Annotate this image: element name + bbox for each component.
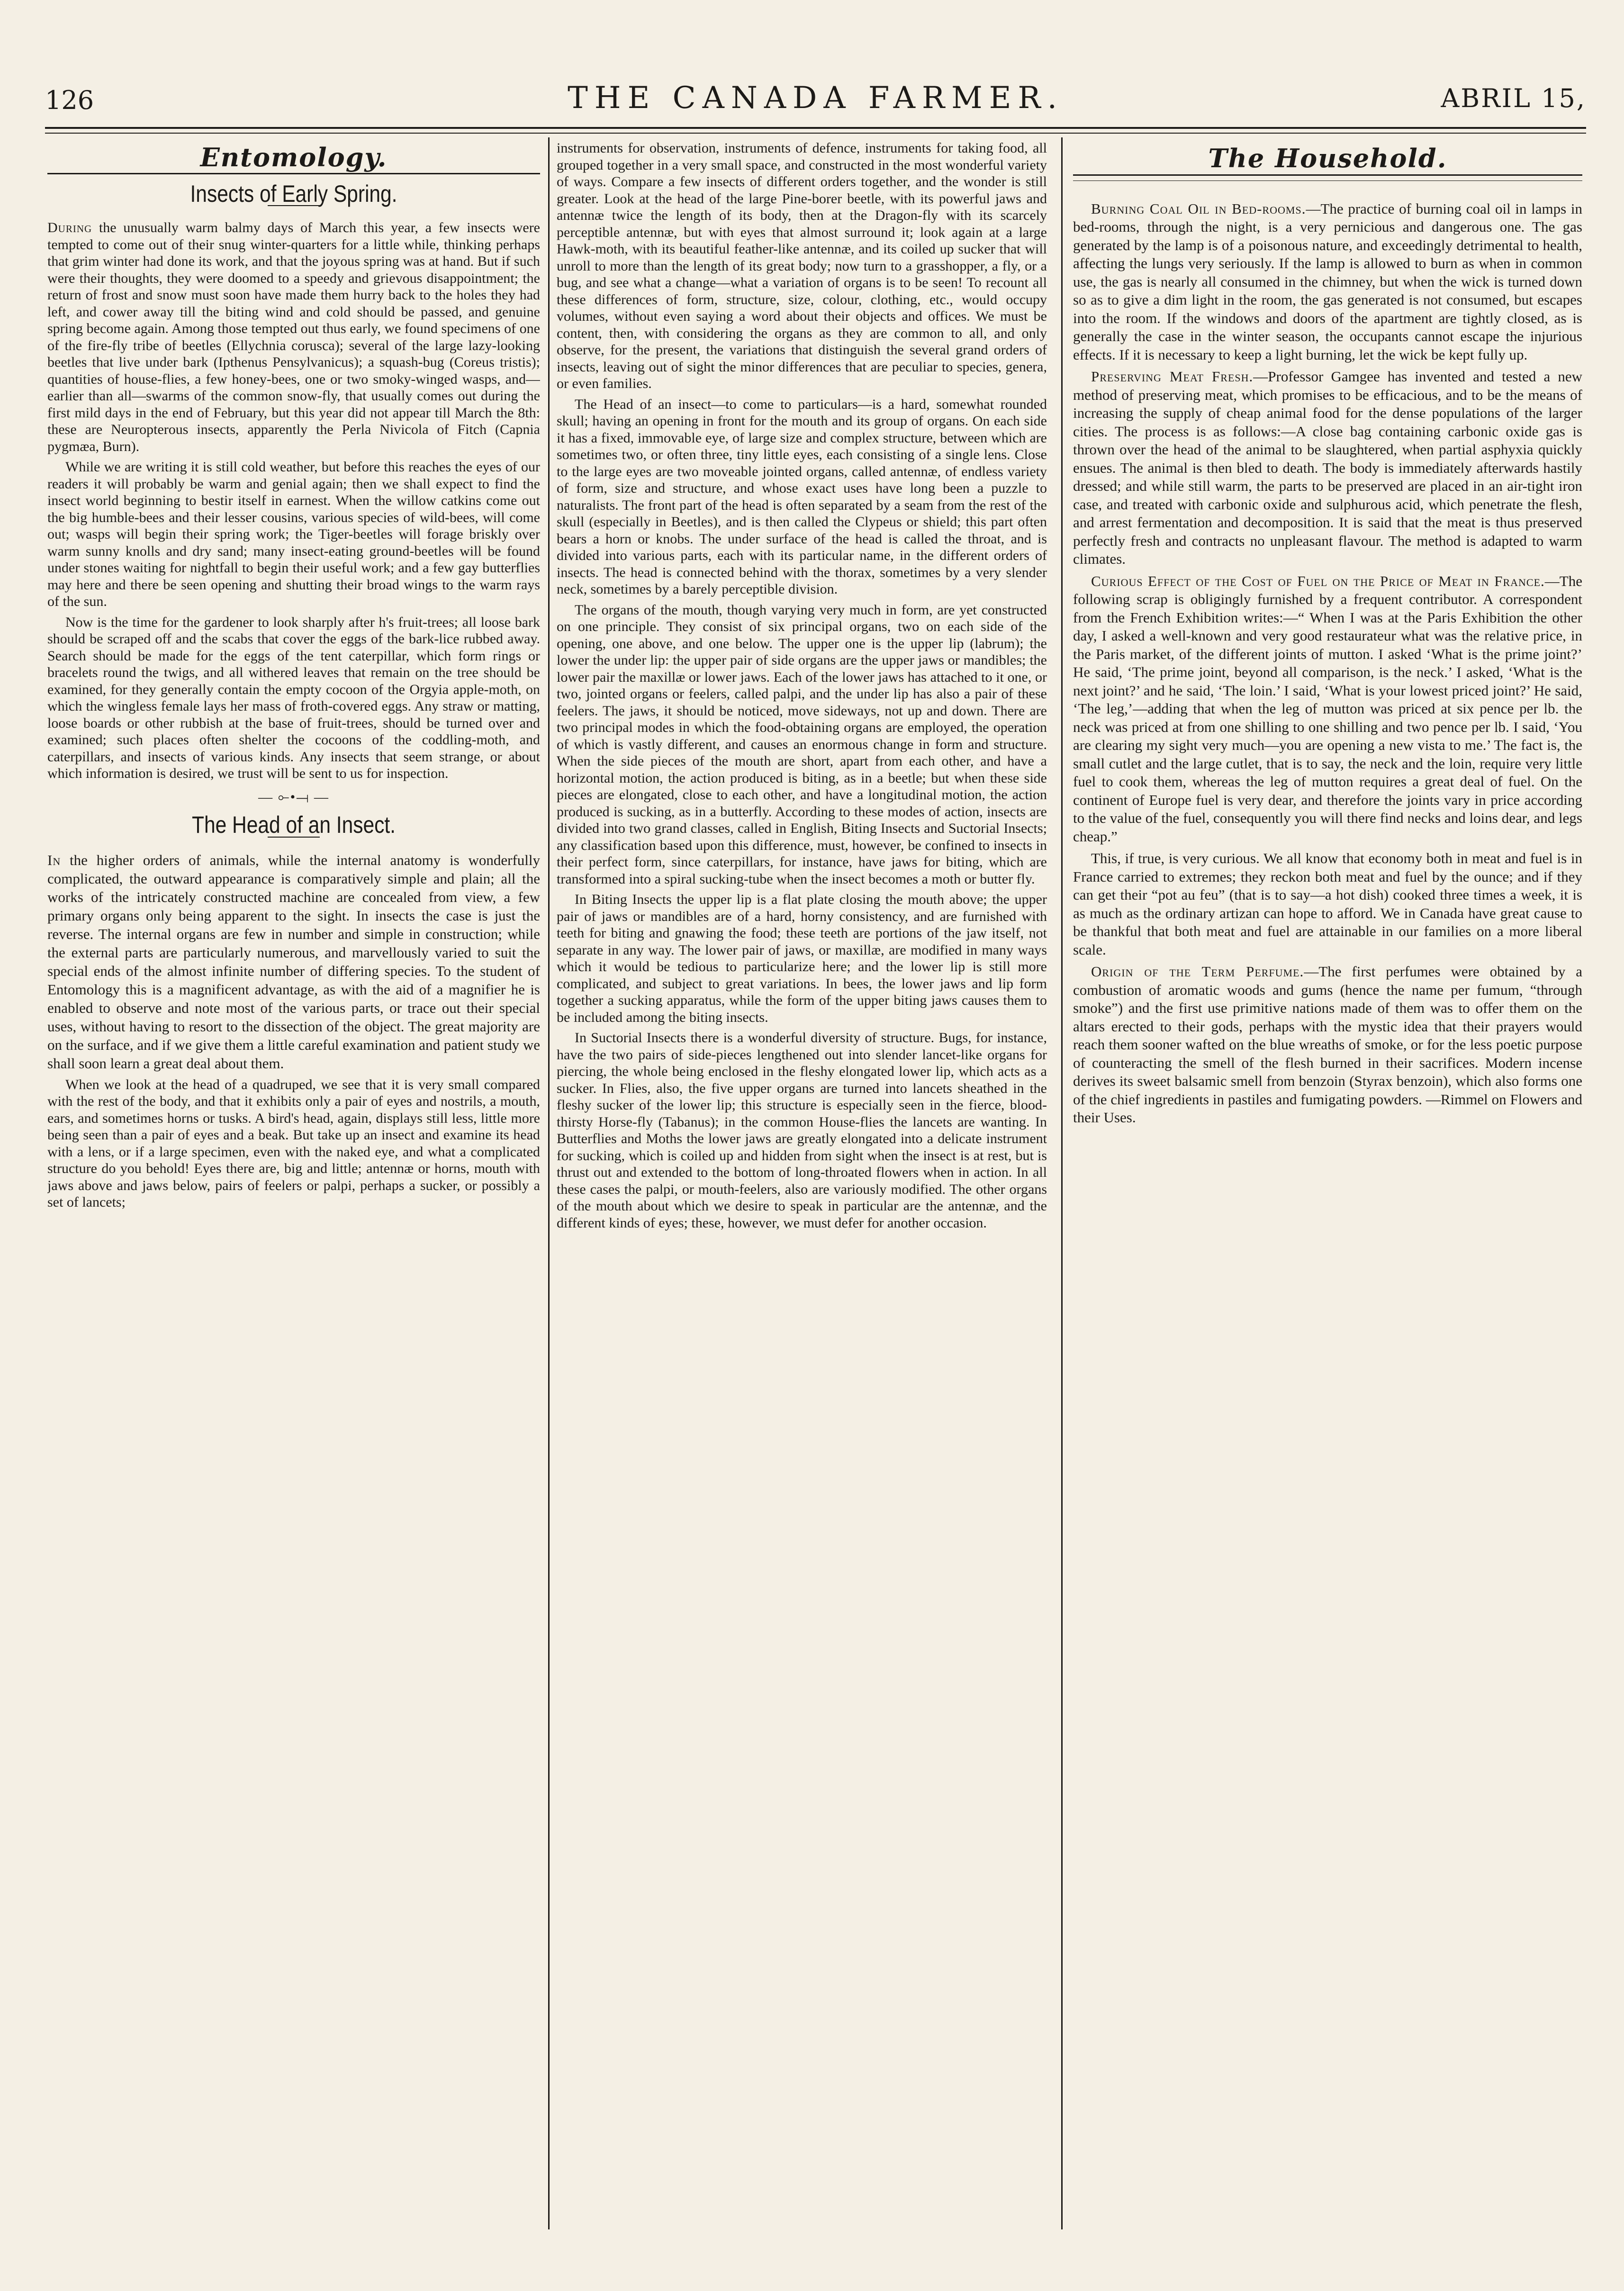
item-heading: Origin of the Term Perfume. [1091, 963, 1304, 980]
paragraph: In Suctorial Insects there is a wonderful diversity of structure. Bugs, for instance, have the two pairs of side-pieces lengthened out into slender lancet-like organs for piercing, the whole being enclosed in the fleshy elongated lower lip, which acts as a sucker. In Flies, also, the five upper organs are turned into lancets sheathed in the fleshy sucker of the lower lip; this structure is especially seen in the fierce, blood-thirsty Horse-fly (Tabanus); in the common House-flies the lancets are wanting. In Butterflies and Moths the lower jaws are greatly elongated into a delicate instrument for sucking, which is coiled up and hidden from sight when the insect is at rest, but is thrust out and extended to the bottom of long-throated flowers when in action. In all these cases the palpi, or mouth-feelers, also are variously modified. The other organs of the mouth about which we desire to speak in particular are the antennæ, and the different kinds of eyes; these, however, we must defer for another occasion. [557, 1030, 1047, 1231]
article-title-insects-early-spring: Insects of Early Spring. [190, 180, 397, 207]
section-heading-entomology: Entomology. [200, 142, 388, 172]
paragraph: While we are writing it is still cold weather, but before this reaches the eyes of our readers it will probably be warm and genial again; then we shall expect to find the insect world beginning to bestir itself in earnest. When the willow catkins come out the big humble-bees and their lesser cousins, various species of wild-bees, will come out; wasps will begin their spring work; the Tiger-beetles will forage briskly over warm sunny knolls and dry sand; many insect-eating ground-beetles will be found under stones waiting for nightfall to begin their useful work; and a few gay butterflies may here and there be seen opening and shutting their broad wings to the warm rays of the sun. [47, 459, 540, 609]
lead-word: In [47, 851, 61, 868]
paragraph: This, if true, is very curious. We all know that economy both in meat and fuel is in France carried to extremes; they reckon both meat and fuel by the ounce; and if they can get their “pot au feu” (that is to say—a hot dish) cooked three times a week, it is as much as the ordinary artizan can hope to afford. We in Canada have great cause to be thankful that both meat and fuel are attainable in our families on a more liberal scale. [1073, 850, 1582, 958]
paragraph [47, 219, 540, 455]
section-rule [1073, 174, 1582, 176]
column-3 [1073, 140, 1582, 2229]
page-number: 126 [45, 85, 94, 115]
item-heading: Preserving Meat Fresh. [1091, 368, 1254, 385]
column-divider [548, 137, 550, 2229]
section-heading-household: The Household. [1208, 143, 1447, 173]
paragraph: In Biting Insects the upper lip is a flat plate closing the mouth above; the upper pair of jaws or mandibles are of a hard, horny consistency, and are furnished with teeth for biting and gnawing the food; these teeth are portions of the jaw itself, not separate in any way. The lower pair of jaws, or maxillæ, are modified in many ways which it would be tedious to particularize here; and the lower lip is still more complicated, and subject to great variations. In bees, the lower jaws and lip form together a sucking apparatus, while the form of the upper biting jaws causes them to be included among the biting insects. [557, 892, 1047, 1025]
paragraph-text: —The following scrap is obligingly furnished by a frequent contributor. A correspondent from the French Exhibition writes:—“ When I was at the Paris Exhibition the other day, I asked a well-known and very good restaurateur what was the relative price, in the Paris market, of the different joints of mutton. I asked ‘What is the prime joint?’ He said, ‘The prime joint, beyond all comparison, is the neck.’ I asked, ‘What is the next joint?’ and he said, ‘The loin.’ I said, ‘What is your lowest priced joint?’ He said, ‘The leg,’—adding that when the leg of mutton was priced at six pence per lb. the neck was priced at from one shilling to one shilling and two pence per lb. I said, ‘You are clearing my sight very much—you are opening a new vista to me.’ The fact is, the small cutlet and the large cutlet, that is to say, the neck and the loin, require very little fuel to cook them, whereas the leg of mutton requires a great deal of fuel. On the continent of Europe fuel is very dear, and therefore the joints vary in price according to the value of the fuel, consequently you will there find necks and loins dear, and legs cheap.” [1073, 572, 1582, 845]
paragraph [47, 851, 540, 1073]
paragraph-text: —The first perfumes were obtained by a combustion of aromatic woods and gums (hence the name per fumum, “through smoke”) and the first use primitive nations made of them was to offer them on the altars erected to their gods, perhaps with the mystic idea that their prayers would reach them sooner wafted on the blue wreaths of smoke, or for the less poetic purpose of counteracting the smell of the flesh burned in their sacrifices. Modern incense derives its sweet balsamic smell from benzoin (Styrax benzoin), which also forms one of the chief ingredients in pastiles and fumigating powders. —Rimmel on Flowers and their Uses. [1073, 963, 1582, 1126]
header-rule [45, 127, 1586, 129]
column-2 [557, 140, 1047, 2229]
paragraph-text: —The practice of burning coal oil in lamps in bed-rooms, through the night, is a very pernicious and dangerous one. The gas generated by the lamp is of a poisonous nature, and exceedingly detrimental to health, affecting the lungs very seriously. If the lamp is allowed to burn as when in common use, the gas is nearly all consumed in the chimney, but when the wick is turned down so as to give a dim light in the room, the gas generated is not consumed, but escapes into the room. If the windows and doors of the apartment are tightly closed, as is generally the case in the winter season, the occupants cannot escape the injurious effects. If it is necessary to keep a light burning, let the wick be kept fully up. [1073, 200, 1582, 363]
column-1 [47, 140, 540, 2229]
lead-word: During [47, 220, 92, 235]
paragraph [1073, 963, 1582, 1127]
paragraph: Now is the time for the gardener to look sharply after h's fruit-trees; all loose bark should be scraped off and the scabs that cover the eggs of the bark-lice rubbed away. Search should be made for the eggs of the tent caterpillar, which form rings or bracelets round the twigs, and all withered leaves that remain on the tree should be examined, for they generally contain the empty cocoon of the Orgyia apple-moth, on which the wingless female lays her mass of froth-covered eggs. Any straw or matting, loose boards or other rubbish at the base of fruit-trees, should be turned over and examined; such places often shelter the cocoons of the coddling-moth, and caterpillars, and insects of various kinds. Any insects that seem strange, or about which information is desired, we trust will be sent to us for inspection. [47, 614, 540, 781]
item-heading: Curious Effect of the Cost of Fuel on the Price of Meat in France. [1091, 572, 1545, 589]
item-heading: Burning Coal Oil in Bed-rooms. [1091, 200, 1306, 217]
journal-title: THE CANADA FARMER. [568, 81, 1064, 116]
paragraph [1073, 572, 1582, 846]
paragraph: When we look at the head of a quadruped, we see that it is very small compared with the rest of the body, and that it exhibits only a pair of eyes and nostrils, a mouth, ears, and sometimes horns or tusks. A bird's head, again, displays still less, little more being seen than a pair of eyes and a beak. But take up an insect and examine its head with a lens, or if a large specimen, even with the naked eye, and what a complicated structure do you behold! Eyes there are, big and little; antennæ or horns, mouth with jaws above and jaws below, pairs of feelers or palpi, perhaps a sucker, or possibly a set of lancets; [47, 1076, 540, 1210]
paragraph-text: the unusually warm balmy days of March this year, a few insects were tempted to come out of their snug winter-quarters for a little while, thinking perhaps that grim winter had done its work, and that the joyous spring was at hand. But if such were their thoughts, they were doomed to a speedy and grievous disappointment; the return of frost and snow must soon have made them hurry back to the holes they had left, and cower away till the biting wind and cold should be passed, and genuine spring become again. Among those tempted out thus early, we found specimens of one of the fire-fly tribe of beetles (Ellychnia corusca); several of the large lazy-looking beetles that live under bark (Ipthenus Pensylvanicus); a squash-bug (Coreus tristis); quantities of house-flies, a few honey-bees, one or two smoky-winged wasps, and—earlier than all—swarms of the common snow-fly, that usually comes out during the first mild days in the end of February, but this year did not appear till March the 8th: these are Neuropterous insects, apparently the Perla Nivicola of Fitch (Capnia pygmæa, Burn). [47, 220, 540, 454]
header-rule-thin [45, 133, 1586, 134]
section-rule [47, 173, 540, 174]
ornament-divider: — ⟜•⟞ — [258, 789, 329, 805]
article-title-head-of-insect: The Head of an Insect. [192, 812, 396, 838]
paragraph: The organs of the mouth, though varying very much in form, are yet constructed on one principle. They consist of six principal organs, two on each side of the opening, one above, and one below. The upper one is the upper lip (labrum); the lower the under lip: the upper pair of side organs are the upper jaws or mandibles; the lower pair the maxillæ or lower jaws. Each of the lower jaws has attached to it one, or two, jointed organs or feelers, called palpi, and the under lip has also a pair of these feelers. The jaws, it should be noticed, move sideways, not up and down. There are two principal modes in which the food-obtaining organs are employed, the operation of which is vastly different, and causes an enormous change in form and structure. When the side pieces of the mouth are short, apart from each other, and have a horizontal motion, the action produced is biting, as in a beetle; but when these side pieces are elongated, close to each other, and have a longitudinal motion, the action produced is sucking, as in a butterfly. According to these modes of action, insects are divided into two grand classes, called in English, Biting Insects and Suctorial Insects; any classification based upon this difference, must, however, be confined to insects in their perfect form, since caterpillars, for instance, have jaws for biting, which are transformed into a spiral sucking-tube when the insect becomes a moth or butter fly. [557, 602, 1047, 887]
paragraph-text: the higher orders of animals, while the internal anatomy is wonderfully complicated, the outward appearance is comparatively simple and plain; all the works of the intricately constructed machine are concealed from view, a few primary organs only being apparent to the sight. In insects the case is just the reverse. The internal organs are few in number and simple in construction; while the external parts are particularly numerous, and marvellously varied to suit the special ends of the almost infinite number of differing species. To the student of Entomology this is a magnificent advantage, as with the aid of a magnifier he is enabled to observe and note most of the various parts, or trace out their special uses, without having to resort to the dissection of the object. The great majority are on the surface, and if we give them a little careful examination and patient study we shall soon learn a great deal about them. [47, 851, 540, 1072]
section-rule-thin [1073, 180, 1582, 181]
column-divider [1061, 137, 1063, 2229]
paragraph: instruments for observation, instruments of defence, instruments for taking food, all grouped together in a very small space, and constructed in the most wonderful variety of ways. Compare a few insects of different orders together, and the wonder is still greater. Look at the head of the large Pine-borer beetle, with its powerful jaws and antennæ twice the length of its body, then at the Dragon-fly with its scarcely perceptible antennæ, but with eyes that almost surround it; look again at a large Hawk-moth, with its beautiful feather-like antennæ, and its coiled up sucker that will unroll to more than the length of its great body; now turn to a grasshopper, a fly, or a bug, and see what a change—what a variation of organs is to be seen! To recount all these differences of form, structure, size, colour, clothing, etc., would occupy volumes, without even saying a word about their objects and offices. We must be content, then, with considering the organs as they are common to all, and only observe, for the present, the variations that distinguish the several grand orders of insects, leaving out of sight the minor differences that are peculiar to species, genera, or even families. [557, 140, 1047, 391]
paragraph [1073, 368, 1582, 568]
paragraph: The Head of an insect—to come to particulars—is a hard, somewhat rounded skull; having an opening in front for the mouth and its group of organs. On each side it has a fixed, immovable eye, of large size and complex structure, between which are sometimes two, or often three, tiny little eyes, each consisting of a single lens. Close to the large eyes are two moveable jointed organs, called antennæ, of endless variety of form, size and structure, and whose exact uses have long been a puzzle to naturalists. The front part of the head is often separated by a seam from the rest of the skull (especially in Beetles), and is then called the Clypeus or shield; this part often bears a horn or knobs. The under surface of the head is called the throat, and is divided into various parts, each with its particular name, in the different orders of insects. The head is connected behind with the thorax, sometimes by a very slender neck, sometimes by a barely perceptible division. [557, 396, 1047, 597]
paragraph-text: —Professor Gamgee has invented and tested a new method of preserving meat, which promises to be efficacious, and to be the means of increasing the supply of cheap animal food for the dense populations of the larger cities. The process is as follows:—A close bag containing carbonic oxide gas is thrown over the head of the animal to be slaughtered, when partial asphyxia quickly ensues. The animal is then bled to death. The body is immediately afterwards hastily dressed; and while still warm, the parts to be preserved are placed in an air-tight iron case, and treated with carbonic oxide and sulphurous acid, which penetrate the flesh, and arrest fermentation and decomposition. It is said that the meat is thus preserved perfectly fresh and contracts no unpleasant flavour. The method is adapted to warm climates. [1073, 368, 1582, 567]
running-head [45, 81, 1586, 123]
issue-date: ABRIL 15, [1441, 83, 1586, 113]
paragraph [1073, 200, 1582, 364]
